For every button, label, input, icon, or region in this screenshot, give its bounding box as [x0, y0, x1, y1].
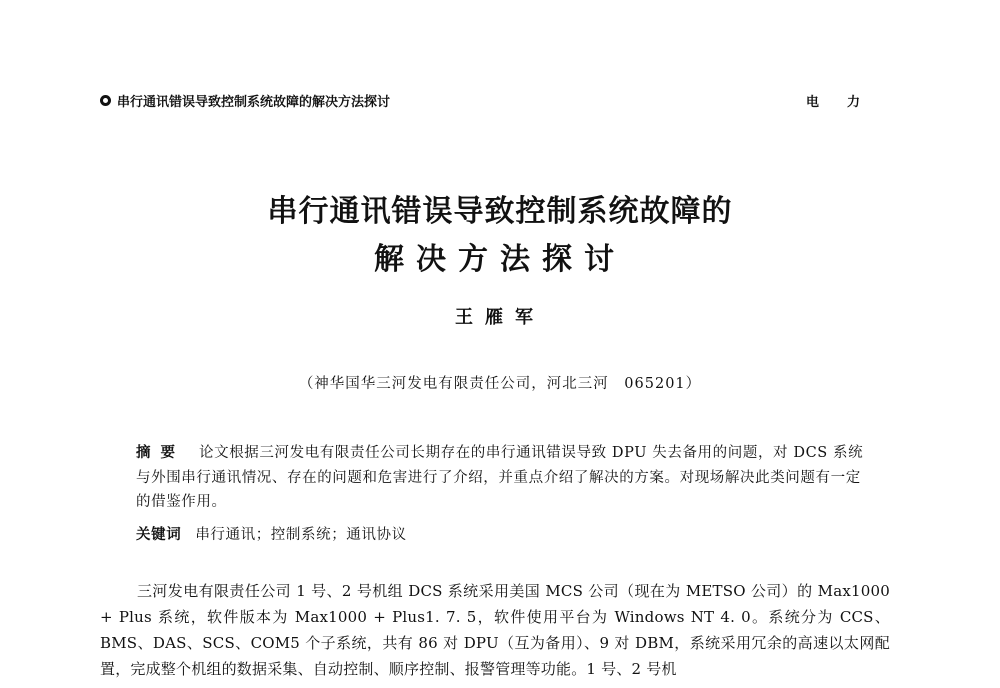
abstract	[136, 441, 864, 515]
keywords	[136, 523, 864, 544]
running-header	[100, 91, 390, 110]
abstract-label: 摘要	[136, 445, 185, 461]
bullet-icon	[100, 95, 111, 106]
keywords-text: 串行通讯；控制系统；通讯协议	[195, 527, 407, 543]
paper-title-line2: 解决方法探讨	[374, 242, 626, 277]
running-title: 串行通讯错误导致控制系统故障的解决方法探讨	[117, 95, 391, 110]
paper-title-line1: 串行通讯错误导致控制系统故障的	[267, 194, 733, 229]
affiliation: （神华国华三河发电有限责任公司，河北三河 065201）	[298, 376, 702, 392]
author: 王雁军	[455, 307, 545, 328]
journal-name: 电力	[805, 95, 888, 110]
body-paragraph: 三河发电有限责任公司 1 号、2 号机组 DCS 系统采用美国 MCS 公司（现在为 METSO 公司）的 Max1000 + Plus 系统，软件版本为 Max1000 + Plus1. 7. 5，软件使用平台为 Windows NT 4. 0。系统分为 CCS、BMS、DAS、SCS、COM5 个子系统，共有 86 对 DPU（互为备用）、9 对 DBM，系统采用冗余的高速以太网配置，完成整个机组的数据采集、自动控制、顺序控制、报警管理等功能。1 号、2 号机	[100, 582, 890, 678]
keywords-label: 关键词	[136, 527, 182, 543]
abstract-text: 论文根据三河发电有限责任公司长期存在的串行通讯错误导致 DPU 失去备用的问题，对 DCS 系统与外围串行通讯情况、存在的问题和危害进行了介绍，并重点介绍了解决的方案。对现场解决此类问题有一定的借鉴作用。	[136, 445, 864, 510]
